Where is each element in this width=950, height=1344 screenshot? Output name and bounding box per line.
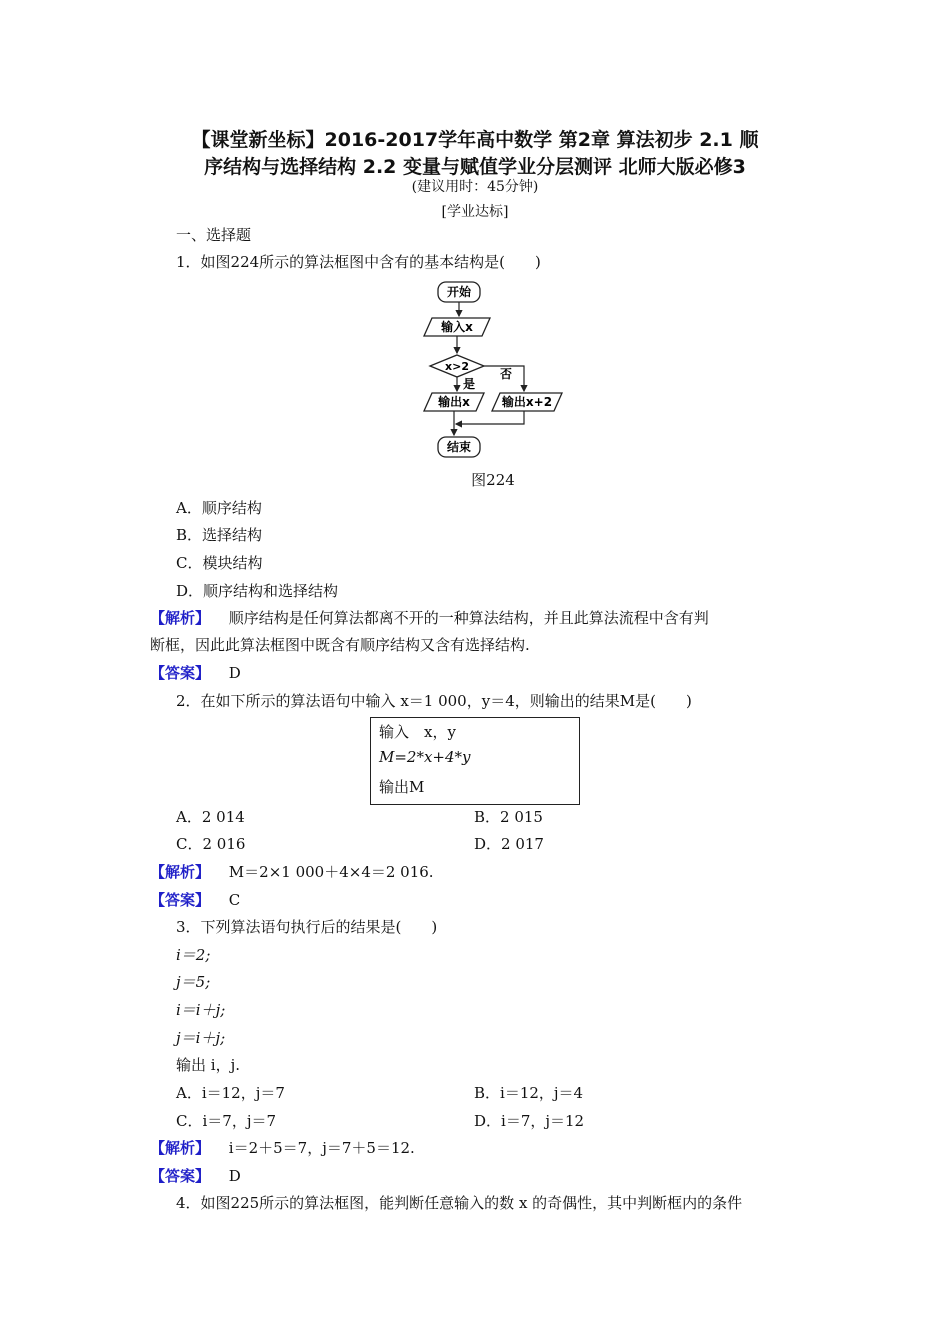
flowchart-224 bbox=[420, 278, 570, 460]
question-2-answer bbox=[150, 889, 240, 910]
question-3-option-c: C．i＝7，j＝7 bbox=[176, 1112, 277, 1130]
code-line-2: M=2*x+4*y bbox=[379, 748, 471, 766]
question-2-option-b: B．2 015 bbox=[474, 808, 543, 826]
question-4-stem: 4．如图225所示的算法框图，能判断任意输入的数 x 的奇偶性，其中判断框内的条件 bbox=[176, 1194, 743, 1212]
answer-tag: 【答案】 bbox=[150, 891, 211, 909]
figure-caption-224: 图224 bbox=[471, 471, 515, 489]
question-2-stem: 2．在如下所示的算法语句中输入 x＝1 000，y＝4，则输出的结果M是( ) bbox=[176, 692, 692, 710]
part-heading: 一、选择题 bbox=[176, 226, 252, 244]
analysis-tag: 【解析】 bbox=[150, 609, 211, 627]
question-1-option-c: C．模块结构 bbox=[176, 554, 263, 572]
flowchart-end-text: 结束 bbox=[446, 440, 472, 454]
code-line-2: j＝5; bbox=[176, 973, 211, 991]
question-1-analysis bbox=[150, 607, 709, 628]
flowchart-no-label: 否 bbox=[499, 367, 513, 381]
analysis-tag: 【解析】 bbox=[150, 1139, 211, 1157]
analysis-text: M＝2×1 000＋4×4＝2 016. bbox=[228, 863, 434, 881]
section-heading: [学业达标] bbox=[441, 204, 509, 220]
analysis-text-line2: 断框，因此此算法框图中既含有顺序结构又含有选择结构. bbox=[150, 636, 530, 654]
question-1-answer bbox=[150, 662, 241, 683]
suggested-time: (建议用时：45分钟) bbox=[411, 179, 539, 195]
document-title-line1: 【课堂新坐标】2016-2017学年高中数学 第2章 算法初步 2.1 顺 bbox=[191, 129, 759, 151]
answer-value: D bbox=[228, 664, 241, 682]
flowchart-start-text: 开始 bbox=[446, 285, 472, 299]
question-2-analysis bbox=[150, 861, 434, 882]
answer-tag: 【答案】 bbox=[150, 664, 211, 682]
question-1-option-a: A．顺序结构 bbox=[176, 499, 262, 517]
flowchart-yes-label: 是 bbox=[462, 377, 476, 391]
code-line-1: i＝2; bbox=[176, 946, 211, 964]
document-title-line2: 序结构与选择结构 2.2 变量与赋值学业分层测评 北师大版必修3 bbox=[204, 156, 746, 178]
analysis-text: i＝2＋5＝7，j＝7＋5＝12. bbox=[228, 1139, 415, 1157]
question-3-analysis bbox=[150, 1137, 415, 1158]
answer-value: D bbox=[228, 1167, 241, 1185]
answer-value: C bbox=[228, 891, 241, 909]
question-2-option-c: C．2 016 bbox=[176, 835, 246, 853]
question-2-option-d: D．2 017 bbox=[474, 835, 544, 853]
flowchart-output-no-text: 输出x+2 bbox=[501, 395, 553, 409]
question-3-option-b: B．i＝12，j＝4 bbox=[474, 1084, 584, 1102]
code-line-3: i＝i＋j; bbox=[176, 1001, 226, 1019]
question-1-option-d: D．顺序结构和选择结构 bbox=[176, 582, 339, 600]
question-2-option-a: A．2 014 bbox=[176, 808, 245, 826]
flowchart-decision-text: x>2 bbox=[445, 360, 469, 373]
flowchart-input-text: 输入x bbox=[441, 320, 473, 334]
question-1-option-b: B．选择结构 bbox=[176, 526, 263, 544]
code-line-5: 输出 i，j. bbox=[176, 1056, 240, 1074]
analysis-tag: 【解析】 bbox=[150, 863, 211, 881]
code-line-4: j＝i＋j; bbox=[176, 1029, 226, 1047]
code-line-3: 输出M bbox=[379, 778, 425, 796]
code-line-1: 输入 x，y bbox=[379, 723, 456, 741]
question-3-answer bbox=[150, 1165, 241, 1186]
question-3-stem: 3．下列算法语句执行后的结果是( ) bbox=[176, 918, 438, 936]
question-1-stem: 1．如图224所示的算法框图中含有的基本结构是( ) bbox=[176, 253, 541, 271]
question-3-option-a: A．i＝12，j＝7 bbox=[176, 1084, 285, 1102]
analysis-text-line1: 顺序结构是任何算法都离不开的一种算法结构，并且此算法流程中含有判 bbox=[228, 609, 709, 627]
question-3-option-d: D．i＝7，j＝12 bbox=[474, 1112, 585, 1130]
question-2-code-box bbox=[370, 717, 580, 805]
flowchart-output-yes-text: 输出x bbox=[438, 395, 470, 409]
answer-tag: 【答案】 bbox=[150, 1167, 211, 1185]
